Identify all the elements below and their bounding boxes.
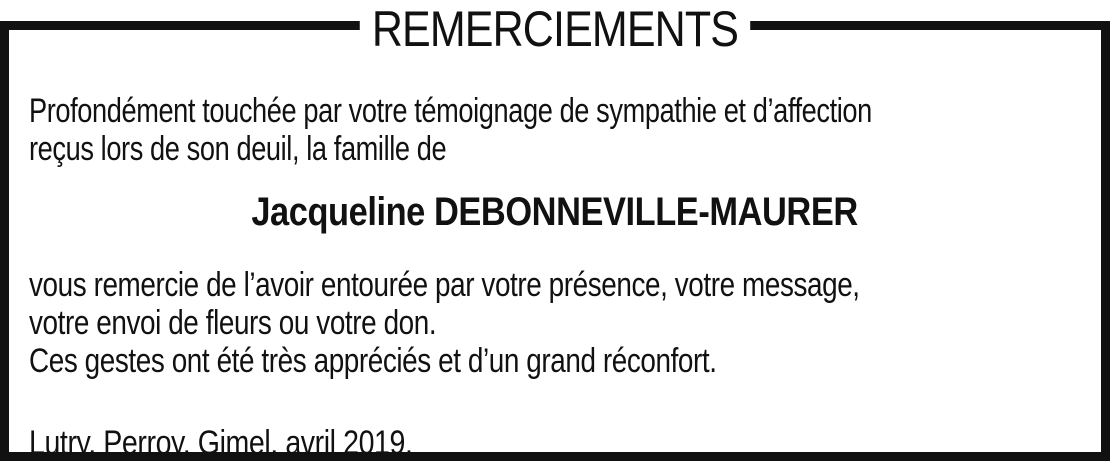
thanks-paragraph [29,266,860,380]
place-date: Lutry, Perroy, Gimel, avril 2019. [29,424,413,462]
intro-line-2: reçus lors de son deuil, la famille de [29,130,447,168]
intro-paragraph [29,92,872,168]
thanks-line-2: votre envoi de fleurs ou votre don. [29,304,437,342]
thanks-line-3: Ces gestes ont été très appréciés et d’un grand réconfort. [29,342,717,380]
notice-heading: REMERCIEMENTS [360,4,750,54]
thanks-line-1: vous remercie de l’avoir entourée par votre présence, votre message, [29,266,860,304]
deceased-name-wrapper [9,192,1101,232]
intro-line-1: Profondément touchée par votre témoignage de sympathie et d’affection [29,92,872,130]
notice-frame [0,1,1110,462]
deceased-name: Jacqueline DEBONNEVILLE-MAURER [251,190,859,234]
notice-heading-wrapper [9,1,1101,57]
